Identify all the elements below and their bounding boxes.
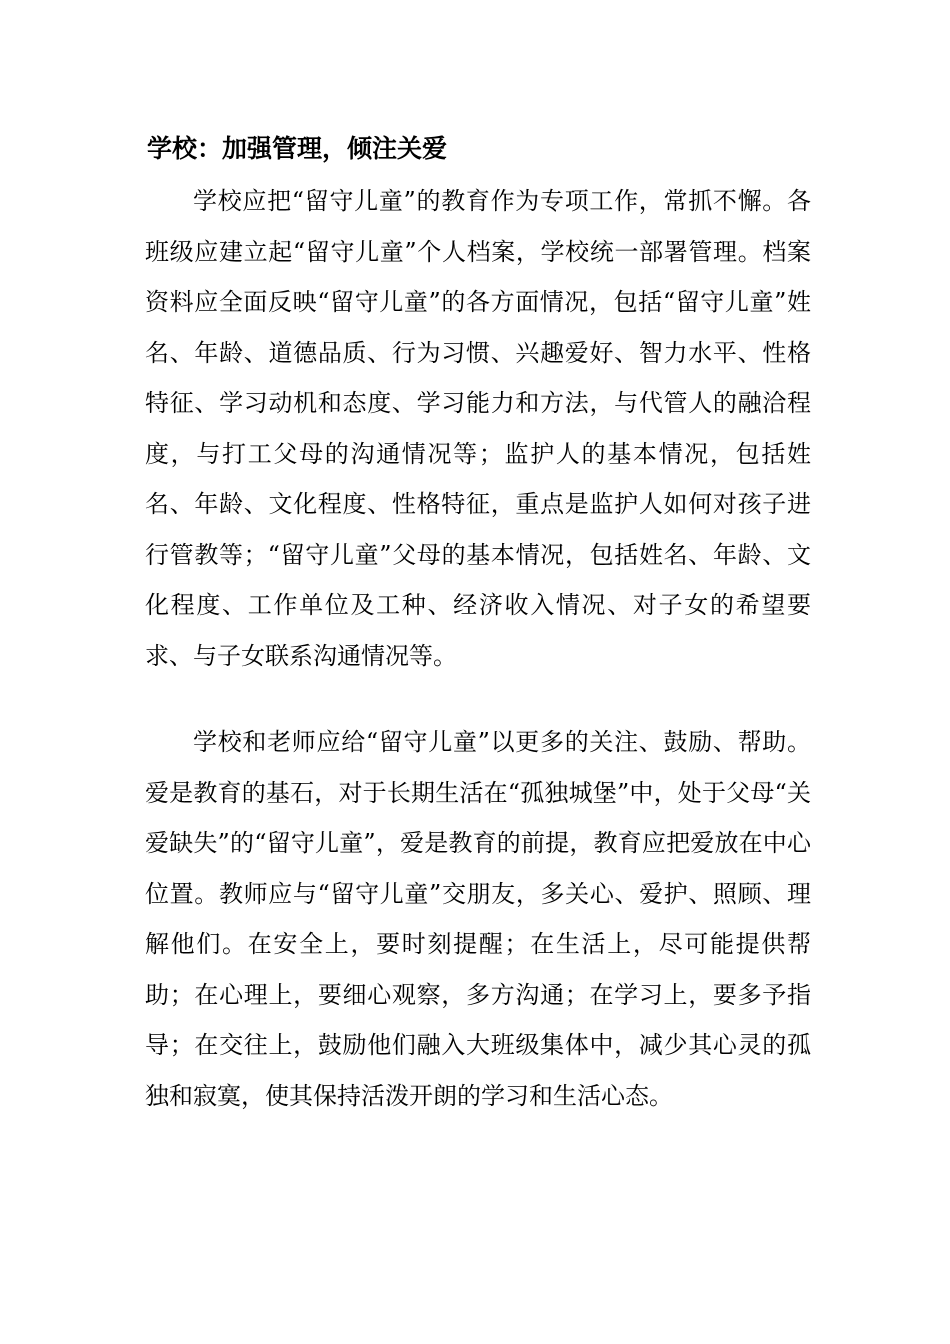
- paragraph-school-records: 学校应把“留守儿童”的教育作为专项工作，常抓不懈。各班级应建立起“留守儿童”个人档案，学校统一部署管理。档案资料应全面反映“留守儿童”的各方面情况，包括“留守儿童”姓名、年龄、道德品质、行为习惯、兴趣爱好、智力水平、性格特征、学习动机和态度、学习能力和方法，与代管人的融洽程度，与打工父母的沟通情况等；监护人的基本情况，包括姓名、年龄、文化程度、性格特征，重点是监护人如何对孩子进行管教等；“留守儿童”父母的基本情况，包括姓名、年龄、文化程度、工作单位及工种、经济收入情况、对子女的希望要求、与子女联系沟通情况等。: [145, 187, 811, 670]
- section-heading: 学校：加强管理，倾注关爱: [147, 134, 448, 163]
- paragraph-teacher-care: 学校和老师应给“留守儿童”以更多的关注、鼓励、帮助。爱是教育的基石，对于长期生活在“孤独城堡”中，处于父母“关爱缺失”的“留守儿童”，爱是教育的前提，教育应把爱放在中心位置。教师应与“留守儿童”交朋友，多关心、爱护、照顾、理解他们。在安全上，要时刻提醒；在生活上，尽可能提供帮助；在心理上，要细心观察，多方沟通；在学习上，要多予指导；在交往上，鼓励他们融入大班级集体中，减少其心灵的孤独和寂寞，使其保持活泼开朗的学习和生活心态。: [145, 728, 811, 1110]
